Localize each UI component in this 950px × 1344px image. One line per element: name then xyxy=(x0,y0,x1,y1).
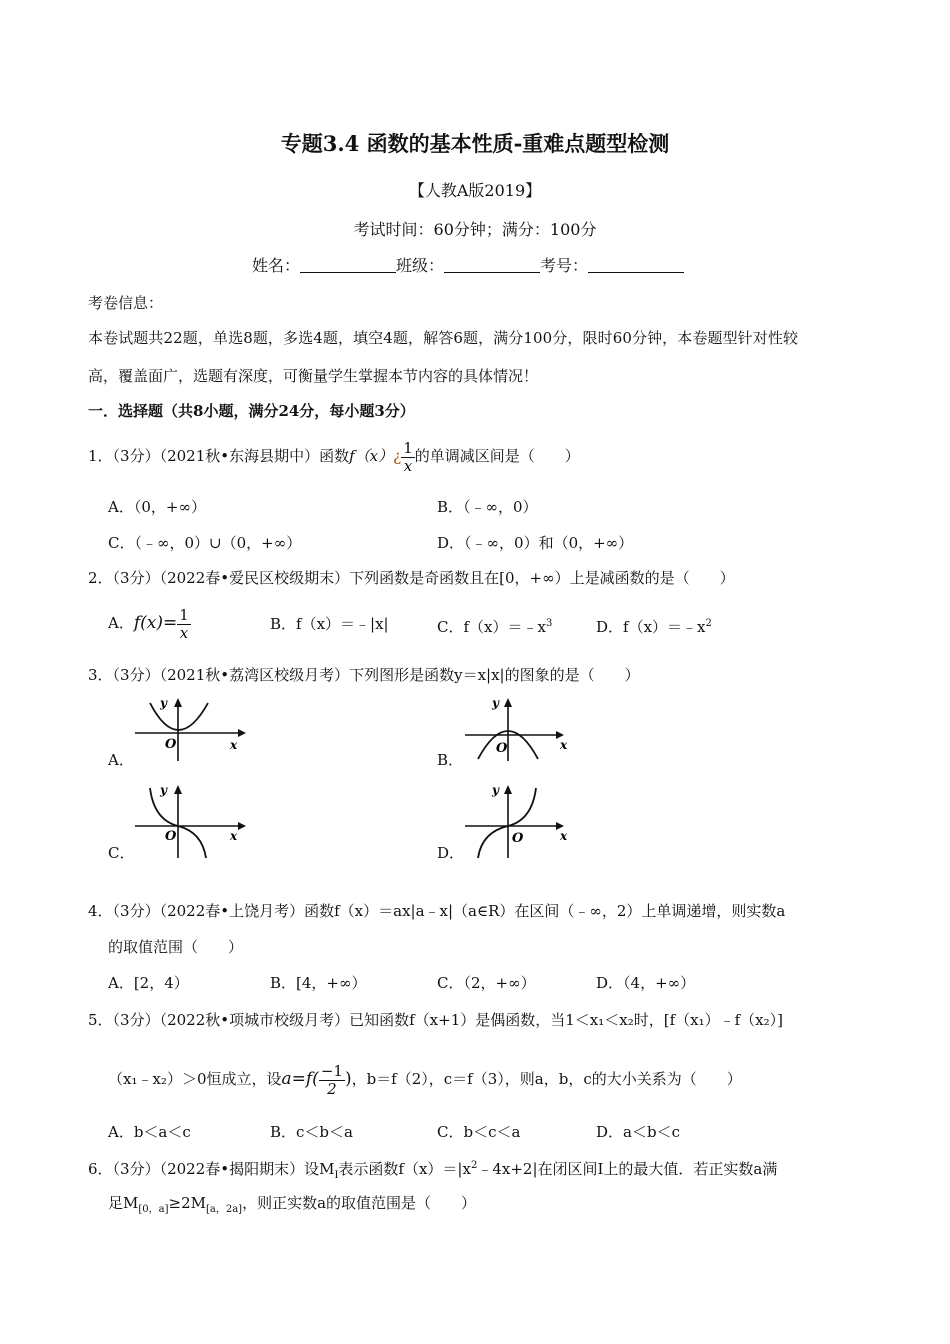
q6-sub-i: I xyxy=(334,1170,339,1181)
q3-b-y-label: y xyxy=(492,696,499,710)
q4-option-d[interactable]: D．（4，+∞） xyxy=(596,974,696,992)
q1-stem-a: 1．（3分）（2021秋•东海县期中）函数 xyxy=(88,447,350,465)
q2-a-label: A． xyxy=(108,614,134,632)
q1-option-a[interactable]: A．（0，+∞） xyxy=(108,498,206,516)
q2-a-fraction xyxy=(177,607,191,642)
class-label: 班级： xyxy=(396,256,445,275)
q4-option-a[interactable]: A．[2，4） xyxy=(108,974,189,992)
q2-option-b[interactable]: B．f（x）＝﹣|x| xyxy=(270,615,389,633)
q1-option-d[interactable]: D．（﹣∞，0）和（0，+∞） xyxy=(437,534,634,552)
question-5: 5．（3分）（2022秋•项城市校级月考）已知函数f（x+1）是偶函数，当1＜x₁＜x₂时，[f（x₁）﹣f（x₂）] xyxy=(88,1011,783,1029)
question-2: 2．（3分）（2022春•爱民区校级期末）下列函数是奇函数且在[0，+∞）上是减函数的是（ ） xyxy=(88,569,735,587)
question-5-cont xyxy=(108,1058,742,1100)
q3-graph-c[interactable] xyxy=(130,782,250,860)
q3-graph-b[interactable] xyxy=(460,695,580,765)
q2-option-c[interactable] xyxy=(437,614,552,637)
q6-sub-1: [0，a] xyxy=(138,1204,169,1215)
class-blank[interactable] xyxy=(444,258,540,273)
q1-option-c[interactable]: C．（﹣∞，0）∪（0，+∞） xyxy=(108,534,302,552)
q3-c-y-label: y xyxy=(160,783,167,797)
q3-b-origin: O xyxy=(496,741,508,756)
q3-option-c[interactable]: C． xyxy=(108,844,135,862)
question-6-cont xyxy=(108,1193,476,1220)
name-label: 姓名： xyxy=(252,256,301,275)
q3-a-y-label: y xyxy=(160,696,167,710)
q1-fx: f（x） xyxy=(349,447,394,465)
q3-graph-d[interactable] xyxy=(460,782,580,860)
q6-stem-b1: 足M xyxy=(108,1194,139,1212)
q6-sub-2: [a，2a] xyxy=(205,1204,243,1215)
q1-eq: ¿ xyxy=(393,447,402,465)
q2-a-den: x xyxy=(179,623,189,642)
q5-a-eq: a=f( xyxy=(281,1069,319,1089)
q5-frac-num: −1 xyxy=(320,1061,343,1080)
q6-stem-a2: 表示函数f（x）＝|x xyxy=(338,1160,471,1178)
q5-stem-b2: ，b＝f（2），c＝f（3），则a，b，c的大小关系为（ ） xyxy=(351,1070,742,1088)
q1-frac-den: x xyxy=(403,456,413,475)
question-6 xyxy=(88,1156,777,1186)
q2-d-text: D．f（x）＝﹣x xyxy=(596,618,706,636)
q5-option-d[interactable]: D．a＜b＜c xyxy=(596,1123,680,1141)
q2-d-sup: 2 xyxy=(705,618,712,629)
number-blank[interactable] xyxy=(588,258,684,273)
q3-option-b[interactable]: B． xyxy=(437,751,464,769)
page-title: 专题3.4 函数的基本性质-重难点题型检测 xyxy=(280,131,670,156)
q5-option-a[interactable]: A．b＜a＜c xyxy=(108,1123,191,1141)
info-line-1: 本卷试题共22题，单选8题，多选4题，填空4题，解答6题，满分100分，限时60分钟，本卷题型针对性较 xyxy=(88,329,799,347)
number-label: 考号： xyxy=(540,256,589,275)
q3-option-d[interactable]: D． xyxy=(437,844,465,862)
q6-stem-b3: ，则正实数a的取值范围是（ ） xyxy=(242,1194,477,1212)
info-line-2: 高，覆盖面广，选题有深度，可衡量学生掌握本节内容的具体情况！ xyxy=(88,367,539,385)
q3-b-x-label: x xyxy=(560,738,568,752)
q5-option-b[interactable]: B．c＜b＜a xyxy=(270,1123,353,1141)
q5-stem-b1: （x₁﹣x₂）＞0恒成立，设 xyxy=(108,1070,282,1088)
q4-option-c[interactable]: C．（2，+∞） xyxy=(437,974,536,992)
info-label: 考卷信息： xyxy=(88,294,164,312)
question-4: 4．（3分）（2022春•上饶月考）函数f（x）＝ax|a﹣x|（a∈R）在区间（﹣∞，2）上单调递增，则实数a xyxy=(88,902,786,920)
q3-d-y-label: y xyxy=(492,783,499,797)
student-fields xyxy=(252,256,684,276)
q2-a-num: 1 xyxy=(179,605,189,624)
q6-stem-b2: ≥2M xyxy=(168,1194,206,1212)
section-heading: 一．选择题（共8小题，满分24分，每小题3分） xyxy=(88,402,415,420)
q1-frac-num: 1 xyxy=(403,438,413,457)
q3-graph-a[interactable] xyxy=(130,695,250,765)
q5-frac-den: 2 xyxy=(327,1079,337,1098)
q2-a-fx: f(x)= xyxy=(133,613,178,633)
q1-option-b[interactable]: B．（﹣∞，0） xyxy=(437,498,538,516)
q1-fraction xyxy=(401,440,415,475)
question-1 xyxy=(88,437,580,475)
q3-a-origin: O xyxy=(165,737,177,752)
q6-sup-2: 2 xyxy=(470,1160,478,1171)
q3-option-a[interactable]: A． xyxy=(108,751,134,769)
q2-c-sup: 3 xyxy=(545,618,553,629)
q6-stem-a3: ﹣4x+2|在闭区间I上的最大值．若正实数a满 xyxy=(477,1160,778,1178)
q6-stem-a1: 6．（3分）（2022春•揭阳期末）设M xyxy=(88,1160,335,1178)
q2-option-a[interactable] xyxy=(108,603,191,643)
q3-d-x-label: x xyxy=(560,829,568,843)
q3-c-origin: O xyxy=(165,829,177,844)
q3-d-origin: O xyxy=(512,831,524,846)
q5-option-c[interactable]: C．b＜c＜a xyxy=(437,1123,521,1141)
exam-time: 考试时间：60分钟；满分：100分 xyxy=(353,220,597,239)
q1-stem-b: 的单调减区间是（ ） xyxy=(414,447,580,465)
q2-option-d[interactable] xyxy=(596,614,712,637)
question-3: 3．（3分）（2021秋•荔湾区校级月考）下列图形是函数y＝x|x|的图象的是（ ） xyxy=(88,666,640,684)
edition: 【人教A版2019】 xyxy=(408,181,542,200)
q2-c-text: C．f（x）＝﹣x xyxy=(437,618,546,636)
q5-fraction xyxy=(319,1063,345,1098)
q4-option-b[interactable]: B．[4，+∞） xyxy=(270,974,367,992)
name-blank[interactable] xyxy=(300,258,396,273)
q3-c-x-label: x xyxy=(230,829,238,843)
q5-close: ) xyxy=(344,1069,352,1089)
question-4-cont: 的取值范围（ ） xyxy=(108,938,244,956)
q3-a-x-label: x xyxy=(230,738,238,752)
